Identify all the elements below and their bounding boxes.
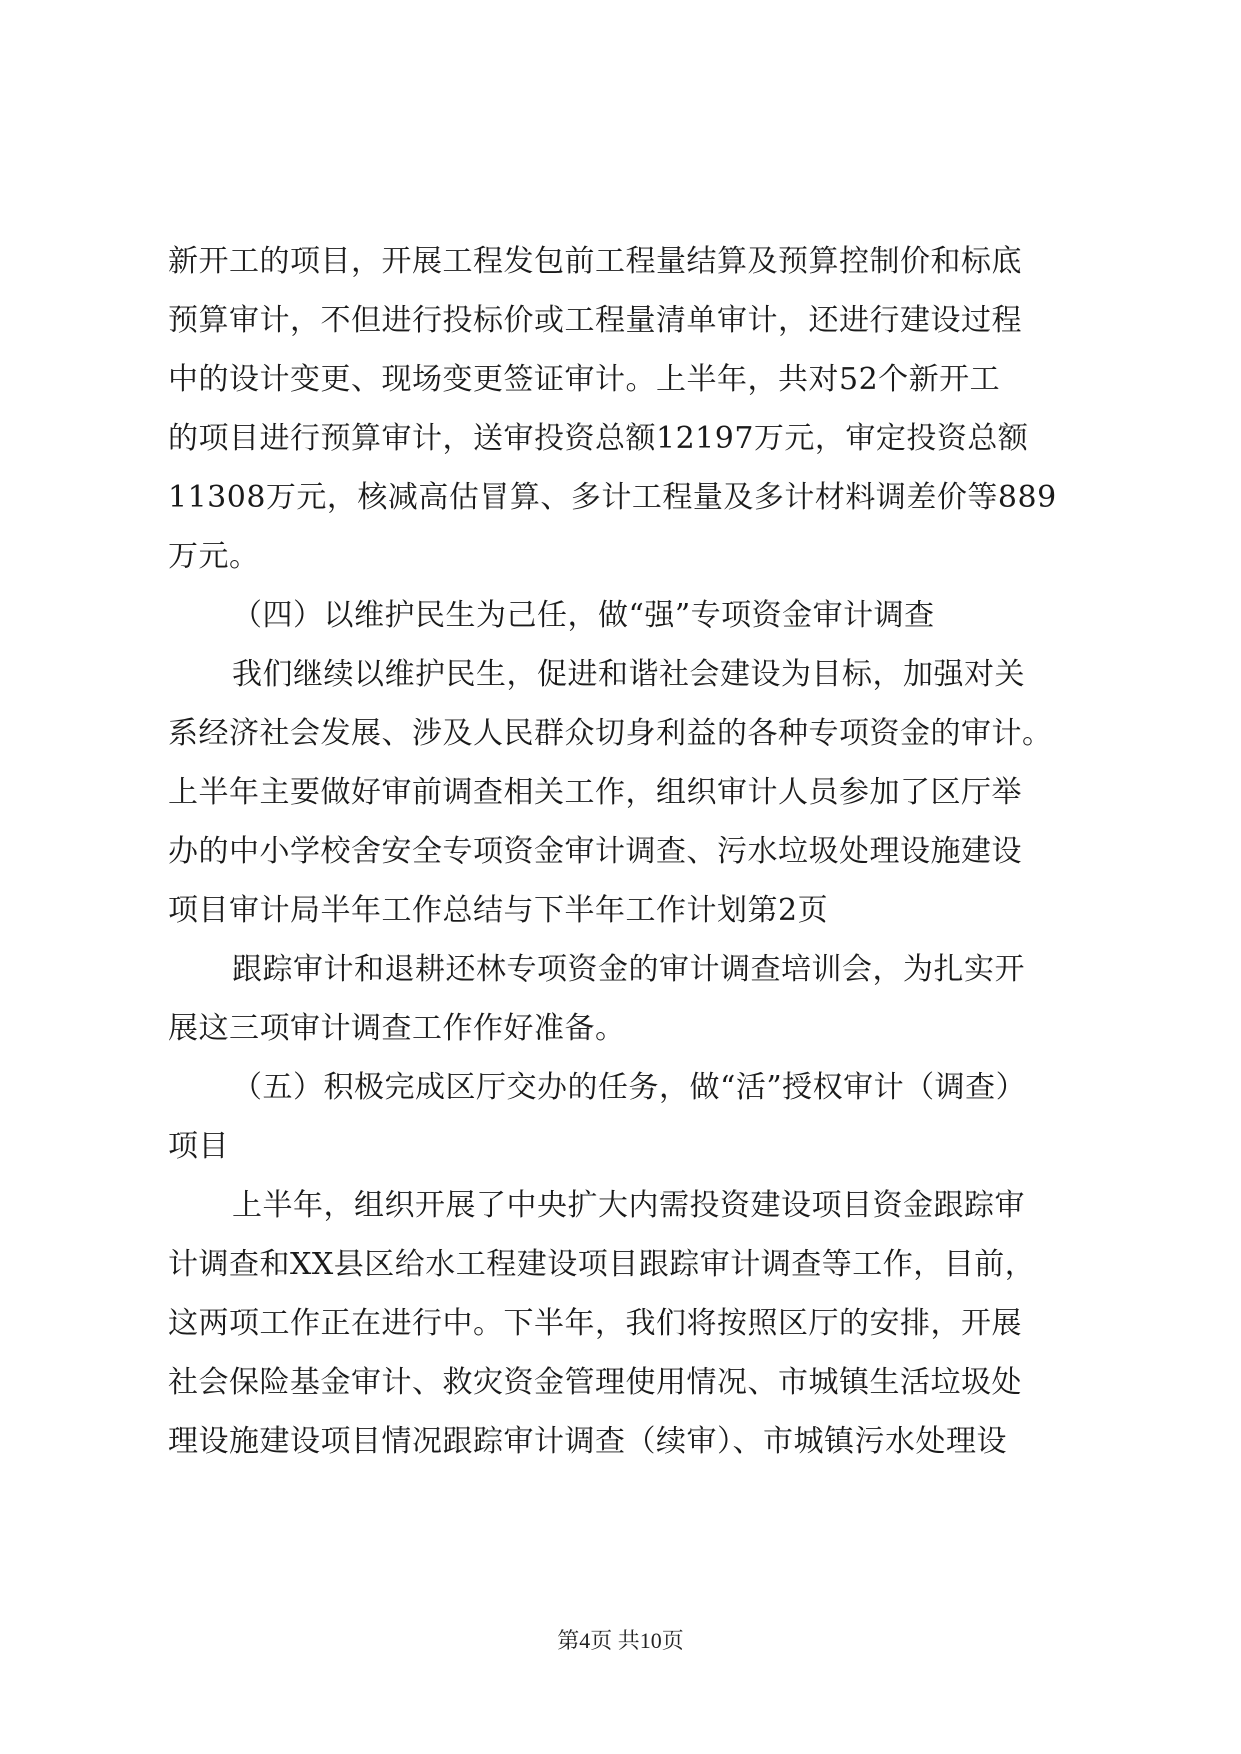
text-line: 上半年，组织开展了中央扩大内需投资建设项目资金跟踪审 bbox=[232, 1188, 1025, 1223]
text-line: 展这三项审计调查工作作好准备。 bbox=[168, 1011, 626, 1046]
text-line: 预算审计，不但进行投标价或工程量清单审计，还进行建设过程 bbox=[168, 303, 1022, 338]
text-line: 跟踪审计和退耕还林专项资金的审计调查培训会，为扎实开 bbox=[232, 952, 1025, 987]
text-line: 11308万元，核减高估冒算、多计工程量及多计材料调差价等889 bbox=[168, 480, 1057, 515]
section-heading-continuation: 项目 bbox=[168, 1129, 229, 1164]
page-footer: 第4页 共10页 bbox=[557, 1628, 684, 1653]
document-body bbox=[168, 232, 1076, 1471]
text-line: 项目审计局半年工作总结与下半年工作计划第2页 bbox=[168, 893, 829, 928]
text-line: 万元。 bbox=[168, 539, 260, 574]
text-line: 办的中小学校舍安全专项资金审计调查、污水垃圾处理设施建设 bbox=[168, 834, 1022, 869]
text-line: 新开工的项目，开展工程发包前工程量结算及预算控制价和标底 bbox=[168, 244, 1022, 279]
text-line: 中的设计变更、现场变更签证审计。上半年，共对52个新开工 bbox=[168, 362, 1001, 397]
text-line: 这两项工作正在进行中。下半年，我们将按照区厅的安排，开展 bbox=[168, 1306, 1022, 1341]
text-line: 理设施建设项目情况跟踪审计调查（续审）、市城镇污水处理设 bbox=[168, 1424, 1007, 1459]
section-heading: （五）积极完成区厅交办的任务，做“活”授权审计（调查） bbox=[232, 1070, 1027, 1105]
text-line: 我们继续以维护民生，促进和谐社会建设为目标，加强对关 bbox=[232, 657, 1025, 692]
section-heading: （四）以维护民生为己任，做“强”专项资金审计调查 bbox=[232, 598, 935, 633]
text-line: 上半年主要做好审前调查相关工作，组织审计人员参加了区厅举 bbox=[168, 775, 1022, 810]
text-line: 的项目进行预算审计，送审投资总额12197万元，审定投资总额 bbox=[168, 421, 1029, 456]
text-line: 社会保险基金审计、救灾资金管理使用情况、市城镇生活垃圾处 bbox=[168, 1365, 1022, 1400]
text-line: 系经济社会发展、涉及人民群众切身利益的各种专项资金的审计。 bbox=[168, 716, 1053, 751]
text-line: 计调查和XX县区给水工程建设项目跟踪审计调查等工作，目前， bbox=[168, 1247, 1036, 1282]
